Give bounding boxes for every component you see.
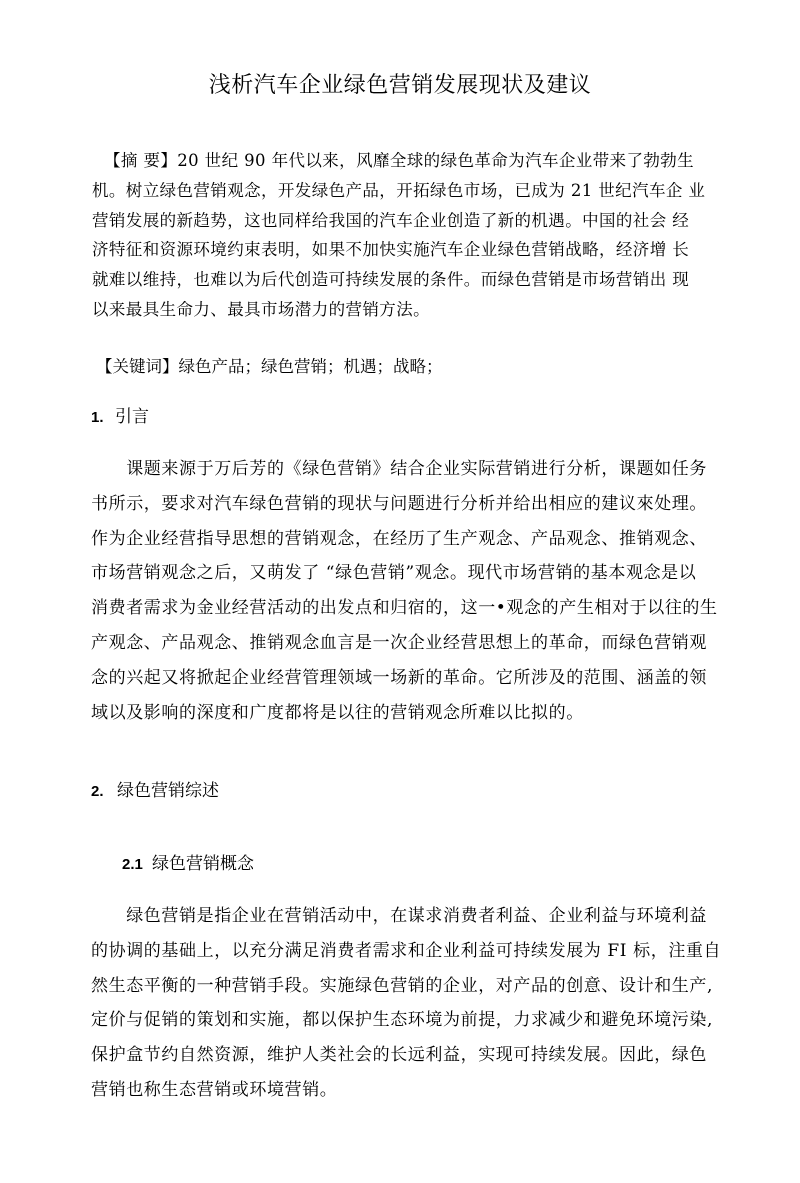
paragraph-line: 绿色营销是指企业在营销活动中，在谋求消费者利益、企业利益与环境利益 [91, 906, 707, 926]
paragraph-line: 域以及影响的深度和广度都将是以往的营销观念所难以比拟的。 [91, 702, 584, 723]
section-label: 引言 [115, 407, 149, 427]
abstract-line: 营销发展的新趋势，这也同样给我国的汽车企业创造了新的机遇。中国的社会 经 [92, 210, 690, 230]
paragraph-line: 作为企业经营指导思想的营销观念，在经历了生产观念、产品观念、推销观念、 [91, 528, 707, 549]
paragraph-line: 念的兴起又将掀起企业经营管理领域一场新的革命。它所涉及的范围、涵盖的领 [91, 667, 707, 688]
paragraph-line: 市场营销观念之后，又萌发了 “绿色营销”观念。现代市场营销的基本观念是以 [91, 563, 697, 584]
section-number: 2. [91, 783, 104, 800]
paragraph-line: 消费者需求为金业经营活动的出发点和归宿的，这一•观念的产生相对于以往的生 [91, 598, 718, 619]
section-heading-green-marketing-overview [91, 776, 219, 801]
abstract-line: 机。树立绿色营销观念，开发绿色产品，开拓绿色市场，已成为 21 世纪汽车企 业 [92, 180, 706, 200]
paragraph-line: 书所示，要求对汽车绿色营销的现状与问题进行分析并给出相应的建议來处理。 [91, 493, 707, 514]
document-title: 浅析汽车企业绿色营销发展现状及建议 [208, 73, 592, 98]
paragraph-line: 的协调的基础上，以充分满足消费者需求和企业利益可持续发展为 FI 标，注重自 [91, 940, 722, 961]
subsection-heading-green-marketing-concept [122, 849, 254, 874]
subsection-label: 绿色营销概念 [152, 854, 254, 874]
paragraph-line: 课题来源于万后芳的《绿色营销》结合企业实际营销进行分析，课题如任务 [91, 459, 707, 479]
concept-paragraph [91, 899, 721, 1108]
abstract-line: 以来最具生命力、最具市场潜力的营销方法。 [92, 299, 430, 319]
paragraph-line: 营销也称生态营销或环境营销。 [91, 1079, 338, 1100]
subsection-number: 2.1 [122, 856, 143, 873]
paragraph-line: 保护盒节约自然资源，维护人类社会的长远利益，实现可持续发展。因此，绿色 [91, 1045, 707, 1066]
section-label: 绿色营销综述 [117, 781, 219, 801]
paragraph-line: 定价与促销的策划和实施，都以保护生态环境为前提，力求减少和避免环境污染, [91, 1010, 714, 1031]
abstract-line: 就难以维持，也难以为后代创造可持续发展的条件。而绿色营销是市场营销出 现 [92, 270, 690, 290]
section-number: 1. [91, 409, 104, 426]
abstract-line: 【摘 要】20 世纪 90 年代以来，风靡全球的绿色革命为汽车企业带来了勃勃生 [104, 151, 695, 170]
abstract-block [92, 146, 722, 325]
paragraph-line: 产观念、产品观念、推销观念血言是一次企业经营思想上的革命，而绿色营销观 [91, 632, 707, 653]
section-heading-introduction [91, 402, 149, 427]
introduction-paragraph [91, 452, 721, 730]
keywords-line: 【关键词】绿色产品；绿色营销；机遇；战略； [96, 357, 443, 376]
paragraph-line: 然生态平衡的一种营销手段。实施绿色营销的企业，对产品的创意、设计和生产, [91, 975, 714, 996]
abstract-line: 济特征和资源环境约束表明，如果不加快实施汽车企业绿色营销战略，经济增 长 [92, 240, 690, 260]
